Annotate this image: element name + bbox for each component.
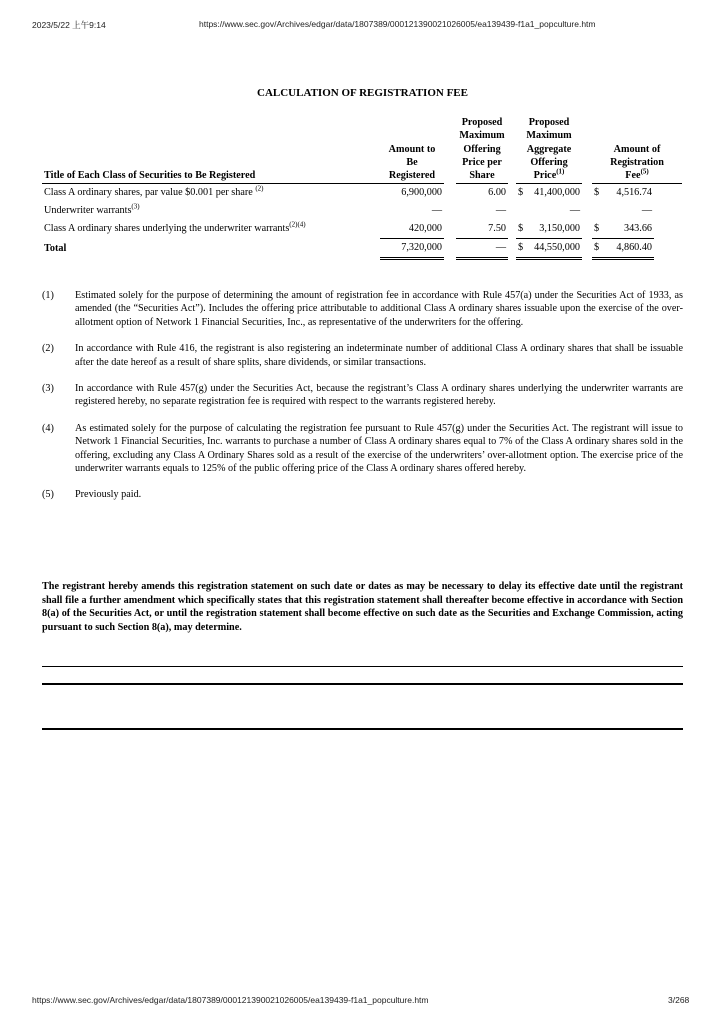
print-footer-url: https://www.sec.gov/Archives/edgar/data/1807389/000121390021026005/ea139439-f1a1_popculture.htm bbox=[32, 995, 429, 1005]
divider bbox=[42, 683, 683, 685]
footnote-text: In accordance with Rule 457(g) under the Securities Act, because the registrant’s Class A ordinary shares underlying the underwriter warrants are registered hereby, no separate registration fee is required with respect to the warrants registered hereby. bbox=[75, 383, 683, 408]
cell-fee-currency: $ bbox=[592, 220, 604, 239]
footnote-text: In accordance with Rule 416, the registrant is also registering an indeterminate number of additional Class A ordinary shares that shall be issuable after the date hereof as a result of share splits, share dividends, or similar transactions. bbox=[75, 343, 683, 368]
table-row: Underwriter warrants$^{(3)}$ — — — — bbox=[42, 202, 682, 220]
cell-aggregate: — bbox=[569, 205, 580, 217]
cell-amount: 420,000 bbox=[380, 220, 444, 239]
footnote-ref: (5) bbox=[640, 167, 649, 176]
cell-fee: 343.66 bbox=[604, 220, 654, 239]
footnote-ref: (2) bbox=[255, 184, 264, 193]
cell-aggregate: 41,400,000 bbox=[534, 187, 580, 199]
footnote-label: (1) bbox=[42, 290, 54, 301]
footnote-text: As estimated solely for the purpose of calculating the registration fee pursuant to Rule 457(g) under the Securities Act. The registrant will issue to Network 1 Financial Securities, Inc. warrants to purchase a number of Class A ordinary shares equal to 7% of the Class A ordinary shares sold in the offering, excluding any Class A Ordinary Shares sold as a result of the exercise of the underwriters’ over-allotment option. The exercise price of the underwriter warrants equals to 125% of the public offering price of the Class A ordinary shares offered hereby. bbox=[75, 422, 683, 475]
registration-fee-table bbox=[42, 116, 682, 260]
footnote bbox=[42, 342, 683, 369]
footnote-text: Previously paid. bbox=[75, 489, 142, 501]
document-title: CALCULATION OF REGISTRATION FEE bbox=[257, 87, 468, 99]
cell-amount: 7,320,000 bbox=[380, 239, 444, 259]
divider bbox=[42, 728, 683, 730]
cell-aggregate-currency: $ bbox=[516, 220, 528, 239]
cell-price: 6.00 bbox=[488, 187, 506, 199]
footnote-text: Estimated solely for the purpose of determining the amount of registration fee in accordance with Rule 457(a) under the Securities Act of 1933, as amended (the “Securities Act”). Includes the offering price attributable to additional Class A ordinary shares issuable upon the exercise of the over-allotment option of Network 1 Financial Securities, Inc., as representative of the underwriters for the offering. bbox=[75, 290, 683, 328]
cell-aggregate-currency: $ bbox=[518, 187, 524, 199]
footnote bbox=[42, 289, 683, 329]
print-datetime: 2023/5/22 上午9:14 bbox=[32, 20, 106, 30]
cell-price: 7.50 bbox=[456, 220, 508, 239]
cell-amount: — bbox=[431, 205, 442, 217]
header-title-of-class: Title of Each Class of Securities to Be Registered bbox=[42, 116, 380, 184]
table-row: Class A ordinary shares underlying the underwriter warrants$^{(2)(4)}$ 420,000 7.50 $ 3,150,000 $ 343.66 bbox=[42, 220, 682, 239]
cell-fee: 4,516.74 bbox=[616, 187, 652, 199]
cell-fee: — bbox=[641, 205, 652, 217]
print-header-url: https://www.sec.gov/Archives/edgar/data/1807389/000121390021026005/ea139439-f1a1_popculture.htm bbox=[199, 19, 596, 29]
footnote bbox=[42, 382, 683, 409]
cell-aggregate: 3,150,000 bbox=[528, 220, 582, 239]
divider bbox=[42, 666, 683, 667]
header-amount-registered: Amount to Be Registered bbox=[380, 116, 444, 184]
cell-fee-currency bbox=[592, 202, 604, 220]
cell-aggregate-currency bbox=[516, 202, 528, 220]
footnote-label: (5) bbox=[42, 489, 54, 501]
cell-aggregate: 44,550,000 bbox=[528, 239, 582, 259]
cell-amount: 6,900,000 bbox=[401, 187, 442, 199]
cell-fee: 4,860.40 bbox=[604, 239, 654, 259]
table-row-total: Total 7,320,000 — $ 44,550,000 $ 4,860.40 bbox=[42, 239, 682, 259]
footnote-label: (2) bbox=[42, 343, 54, 355]
table-row: Class A ordinary shares, par value $0.001 per share $^{(2)}$ 6,900,000 6.00 $ 41,400,000 $ 4,516.74 bbox=[42, 184, 682, 203]
footnote-label: (3) bbox=[42, 383, 54, 395]
cell-aggregate-currency: $ bbox=[516, 239, 528, 259]
delaying-amendment-statement: The registrant hereby amends this registration statement on such date or dates as may be necessary to delay its effective date until the registrant shall file a further amendment which specifically states that this registration statement shall thereafter become effective in accordance with Section 8(a) of the Securities Act, or until the registration statement shall become effective on such date as the Securities and Exchange Commission, acting pursuant to such Section 8(a), may determine. bbox=[42, 581, 683, 633]
header-registration-fee: Amount of Registration Fee$^{(5)}$ bbox=[592, 116, 682, 184]
footnote-ref: (2)(4) bbox=[289, 220, 306, 229]
footnote bbox=[42, 422, 683, 476]
cell-price: — bbox=[456, 239, 508, 259]
footnote-label: (4) bbox=[42, 422, 54, 434]
header-aggregate-price: Proposed Maximum Aggregate Offering Price$^{(1)}$ bbox=[516, 116, 582, 184]
header-price-per-share: Proposed Maximum Offering Price per Share bbox=[456, 116, 508, 184]
footnote-ref: (1) bbox=[556, 167, 565, 176]
footnote-ref: (3) bbox=[131, 202, 140, 211]
cell-fee-currency: $ bbox=[592, 239, 604, 259]
footnotes bbox=[42, 289, 683, 515]
footnote bbox=[42, 488, 683, 501]
cell-price: — bbox=[495, 205, 506, 217]
cell-fee-currency: $ bbox=[594, 187, 600, 199]
page-number: 3/268 bbox=[668, 995, 690, 1005]
